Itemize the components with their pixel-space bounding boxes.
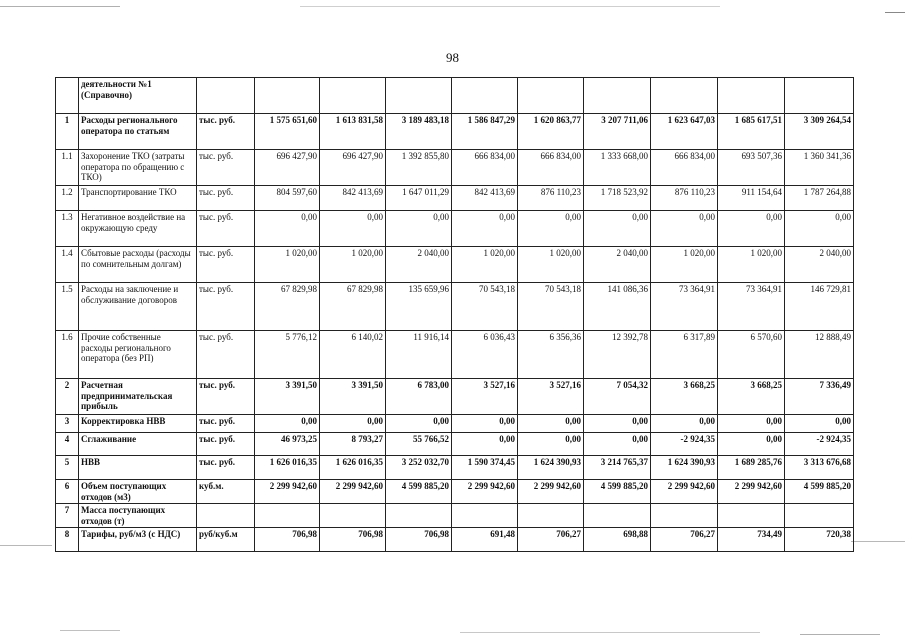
table-row	[56, 433, 854, 456]
value-cell: 2 299 942,60	[518, 480, 584, 504]
value-cell	[584, 78, 651, 114]
value-cell: 1 613 831,58	[320, 114, 386, 150]
value-cell: 666 834,00	[452, 150, 518, 186]
value-cell	[785, 504, 854, 528]
value-cell: 2 040,00	[386, 247, 452, 283]
value-cell: 4 599 885,20	[584, 480, 651, 504]
row-number-cell: 5	[56, 456, 79, 480]
value-cell: 1 624 390,93	[518, 456, 584, 480]
value-cell	[785, 78, 854, 114]
row-number-cell: 1.5	[56, 283, 79, 331]
value-cell	[651, 504, 718, 528]
table-row	[56, 456, 854, 480]
value-cell: -2 924,35	[785, 433, 854, 456]
row-number-cell: 1.1	[56, 150, 79, 186]
value-cell: 2 299 942,60	[651, 480, 718, 504]
unit-cell: тыс. руб.	[197, 150, 255, 186]
row-label-cell: Масса поступающих отходов (т)	[79, 504, 197, 528]
tariff-table	[55, 77, 854, 552]
value-cell: 73 364,91	[651, 283, 718, 331]
value-cell: 0,00	[518, 415, 584, 433]
scan-artifact-line	[851, 541, 905, 542]
value-cell: 12 888,49	[785, 331, 854, 379]
row-number-cell: 3	[56, 415, 79, 433]
value-cell: 804 597,60	[255, 186, 320, 211]
scan-artifact-line	[460, 632, 760, 633]
value-cell	[718, 78, 785, 114]
value-cell: 706,27	[651, 528, 718, 552]
value-cell: 706,98	[320, 528, 386, 552]
value-cell: 1 020,00	[452, 247, 518, 283]
value-cell: 1 626 016,35	[255, 456, 320, 480]
value-cell: 4 599 885,20	[785, 480, 854, 504]
value-cell: 0,00	[386, 211, 452, 247]
table-row	[56, 331, 854, 379]
value-cell: 12 392,78	[584, 331, 651, 379]
value-cell: 706,98	[386, 528, 452, 552]
row-label-cell: Расчетная предпринимательская прибыль	[79, 379, 197, 415]
value-cell: 0,00	[386, 415, 452, 433]
table-row	[56, 78, 854, 114]
value-cell: 0,00	[584, 433, 651, 456]
row-label-cell: Расходы на заключение и обслуживание договоров	[79, 283, 197, 331]
value-cell: 691,48	[452, 528, 518, 552]
value-cell: 3 527,16	[518, 379, 584, 415]
value-cell: 67 829,98	[255, 283, 320, 331]
value-cell: 0,00	[320, 415, 386, 433]
value-cell: 2 299 942,60	[320, 480, 386, 504]
value-cell: 1 620 863,77	[518, 114, 584, 150]
value-cell: 141 086,36	[584, 283, 651, 331]
row-number-cell: 2	[56, 379, 79, 415]
value-cell: 734,49	[718, 528, 785, 552]
row-number-cell: 8	[56, 528, 79, 552]
value-cell: 6 317,89	[651, 331, 718, 379]
value-cell	[320, 78, 386, 114]
value-cell: 698,88	[584, 528, 651, 552]
value-cell: 70 543,18	[518, 283, 584, 331]
unit-cell: тыс. руб.	[197, 114, 255, 150]
table-row	[56, 247, 854, 283]
table-row	[56, 283, 854, 331]
row-number-cell: 1.4	[56, 247, 79, 283]
row-label-cell: Захоронение ТКО (затраты оператора по обращению с ТКО)	[79, 150, 197, 186]
value-cell: 0,00	[651, 211, 718, 247]
value-cell: 3 252 032,70	[386, 456, 452, 480]
value-cell: 3 207 711,06	[584, 114, 651, 150]
value-cell: 0,00	[320, 211, 386, 247]
value-cell: 0,00	[255, 211, 320, 247]
value-cell	[320, 504, 386, 528]
row-label-cell: Транспортирование ТКО	[79, 186, 197, 211]
value-cell: 70 543,18	[452, 283, 518, 331]
value-cell: 2 040,00	[584, 247, 651, 283]
value-cell: 1 020,00	[320, 247, 386, 283]
value-cell: 0,00	[518, 211, 584, 247]
value-cell: 0,00	[718, 415, 785, 433]
value-cell: 0,00	[651, 415, 718, 433]
value-cell: 0,00	[718, 211, 785, 247]
value-cell	[255, 78, 320, 114]
scan-artifact-line	[60, 630, 120, 631]
row-label-cell: Тарифы, руб/м3 (с НДС)	[79, 528, 197, 552]
row-label-cell: Негативное воздействие на окружающую среду	[79, 211, 197, 247]
value-cell: 2 299 942,60	[255, 480, 320, 504]
row-number-cell: 1	[56, 114, 79, 150]
table-row	[56, 379, 854, 415]
value-cell: 3 189 483,18	[386, 114, 452, 150]
row-number-cell: 4	[56, 433, 79, 456]
value-cell: 7 336,49	[785, 379, 854, 415]
unit-cell: тыс. руб.	[197, 247, 255, 283]
value-cell: 1 020,00	[255, 247, 320, 283]
value-cell: 842 413,69	[452, 186, 518, 211]
table-row	[56, 415, 854, 433]
value-cell: 696 427,90	[255, 150, 320, 186]
value-cell: 1 586 847,29	[452, 114, 518, 150]
value-cell: 1 020,00	[518, 247, 584, 283]
value-cell: 1 787 264,88	[785, 186, 854, 211]
value-cell: 1 647 011,29	[386, 186, 452, 211]
value-cell: 720,38	[785, 528, 854, 552]
value-cell: 6 783,00	[386, 379, 452, 415]
value-cell: 7 054,32	[584, 379, 651, 415]
row-number-cell: 1.2	[56, 186, 79, 211]
value-cell: 135 659,96	[386, 283, 452, 331]
value-cell: 46 973,25	[255, 433, 320, 456]
value-cell: 8 793,27	[320, 433, 386, 456]
value-cell: 1 575 651,60	[255, 114, 320, 150]
value-cell	[386, 78, 452, 114]
row-label-cell: Сглаживание	[79, 433, 197, 456]
unit-cell: тыс. руб.	[197, 186, 255, 211]
value-cell: -2 924,35	[651, 433, 718, 456]
row-number-cell: 7	[56, 504, 79, 528]
value-cell: 876 110,23	[651, 186, 718, 211]
value-cell	[718, 504, 785, 528]
unit-cell: тыс. руб.	[197, 433, 255, 456]
value-cell: 0,00	[718, 433, 785, 456]
value-cell	[518, 78, 584, 114]
value-cell: 666 834,00	[518, 150, 584, 186]
value-cell: 1 689 285,76	[718, 456, 785, 480]
value-cell: 0,00	[785, 415, 854, 433]
table-row	[56, 114, 854, 150]
value-cell: 1 020,00	[718, 247, 785, 283]
value-cell	[584, 504, 651, 528]
scan-artifact-line	[300, 6, 720, 7]
row-label-cell: НВВ	[79, 456, 197, 480]
value-cell: 55 766,52	[386, 433, 452, 456]
row-label-cell: Корректировка НВВ	[79, 415, 197, 433]
unit-cell	[197, 504, 255, 528]
row-label-cell: Объем поступающих отходов (м3)	[79, 480, 197, 504]
value-cell: 696 427,90	[320, 150, 386, 186]
unit-cell: тыс. руб.	[197, 283, 255, 331]
value-cell: 1 590 374,45	[452, 456, 518, 480]
unit-cell: тыс. руб.	[197, 211, 255, 247]
unit-cell: куб.м.	[197, 480, 255, 504]
value-cell: 0,00	[584, 211, 651, 247]
value-cell: 876 110,23	[518, 186, 584, 211]
scan-artifact-line	[885, 12, 905, 13]
value-cell: 666 834,00	[651, 150, 718, 186]
value-cell: 0,00	[452, 433, 518, 456]
value-cell	[518, 504, 584, 528]
unit-cell: тыс. руб.	[197, 331, 255, 379]
value-cell: 67 829,98	[320, 283, 386, 331]
value-cell: 6 036,43	[452, 331, 518, 379]
value-cell: 1 360 341,36	[785, 150, 854, 186]
value-cell: 0,00	[584, 415, 651, 433]
table-row	[56, 150, 854, 186]
unit-cell: тыс. руб.	[197, 379, 255, 415]
unit-cell: тыс. руб.	[197, 456, 255, 480]
value-cell: 1 718 523,92	[584, 186, 651, 211]
unit-cell: тыс. руб.	[197, 415, 255, 433]
value-cell	[651, 78, 718, 114]
row-number-cell: 1.3	[56, 211, 79, 247]
value-cell: 0,00	[452, 211, 518, 247]
value-cell: 1 333 668,00	[584, 150, 651, 186]
row-number-cell: 6	[56, 480, 79, 504]
value-cell: 706,98	[255, 528, 320, 552]
row-label-cell: Прочие собственные расходы регионального оператора (без РП)	[79, 331, 197, 379]
table-row	[56, 211, 854, 247]
value-cell: 3 214 765,37	[584, 456, 651, 480]
value-cell: 2 299 942,60	[718, 480, 785, 504]
value-cell: 3 527,16	[452, 379, 518, 415]
value-cell: 1 020,00	[651, 247, 718, 283]
value-cell: 11 916,14	[386, 331, 452, 379]
row-label-cell: Сбытовые расходы (расходы по сомнительным долгам)	[79, 247, 197, 283]
value-cell: 3 313 676,68	[785, 456, 854, 480]
value-cell: 6 356,36	[518, 331, 584, 379]
value-cell: 842 413,69	[320, 186, 386, 211]
value-cell: 0,00	[255, 415, 320, 433]
value-cell: 706,27	[518, 528, 584, 552]
value-cell	[255, 504, 320, 528]
value-cell: 693 507,36	[718, 150, 785, 186]
value-cell: 911 154,64	[718, 186, 785, 211]
table-row	[56, 504, 854, 528]
value-cell: 6 570,60	[718, 331, 785, 379]
value-cell	[452, 504, 518, 528]
value-cell: 1 626 016,35	[320, 456, 386, 480]
scan-artifact-line	[800, 634, 880, 635]
value-cell: 3 391,50	[255, 379, 320, 415]
page-number: 98	[446, 50, 459, 65]
table-row	[56, 186, 854, 211]
row-number-cell: 1.6	[56, 331, 79, 379]
value-cell: 1 392 855,80	[386, 150, 452, 186]
row-label-cell: Расходы регионального оператора по статьям	[79, 114, 197, 150]
value-cell: 4 599 885,20	[386, 480, 452, 504]
row-label-cell: деятельности №1 (Справочно)	[79, 78, 197, 114]
value-cell: 1 624 390,93	[651, 456, 718, 480]
value-cell: 0,00	[785, 211, 854, 247]
value-cell: 1 623 647,03	[651, 114, 718, 150]
value-cell: 2 299 942,60	[452, 480, 518, 504]
unit-cell: руб/куб.м	[197, 528, 255, 552]
scan-artifact-line	[0, 545, 52, 546]
unit-cell	[197, 78, 255, 114]
value-cell: 2 040,00	[785, 247, 854, 283]
value-cell: 73 364,91	[718, 283, 785, 331]
value-cell: 0,00	[452, 415, 518, 433]
value-cell: 3 668,25	[651, 379, 718, 415]
table-body	[56, 78, 854, 552]
value-cell: 6 140,02	[320, 331, 386, 379]
value-cell: 3 391,50	[320, 379, 386, 415]
value-cell: 1 685 617,51	[718, 114, 785, 150]
value-cell: 3 668,25	[718, 379, 785, 415]
table-row	[56, 528, 854, 552]
value-cell: 0,00	[518, 433, 584, 456]
value-cell: 5 776,12	[255, 331, 320, 379]
row-number-cell	[56, 78, 79, 114]
table-row	[56, 480, 854, 504]
scan-artifact-line	[0, 6, 120, 7]
value-cell: 146 729,81	[785, 283, 854, 331]
value-cell	[452, 78, 518, 114]
value-cell: 3 309 264,54	[785, 114, 854, 150]
value-cell	[386, 504, 452, 528]
